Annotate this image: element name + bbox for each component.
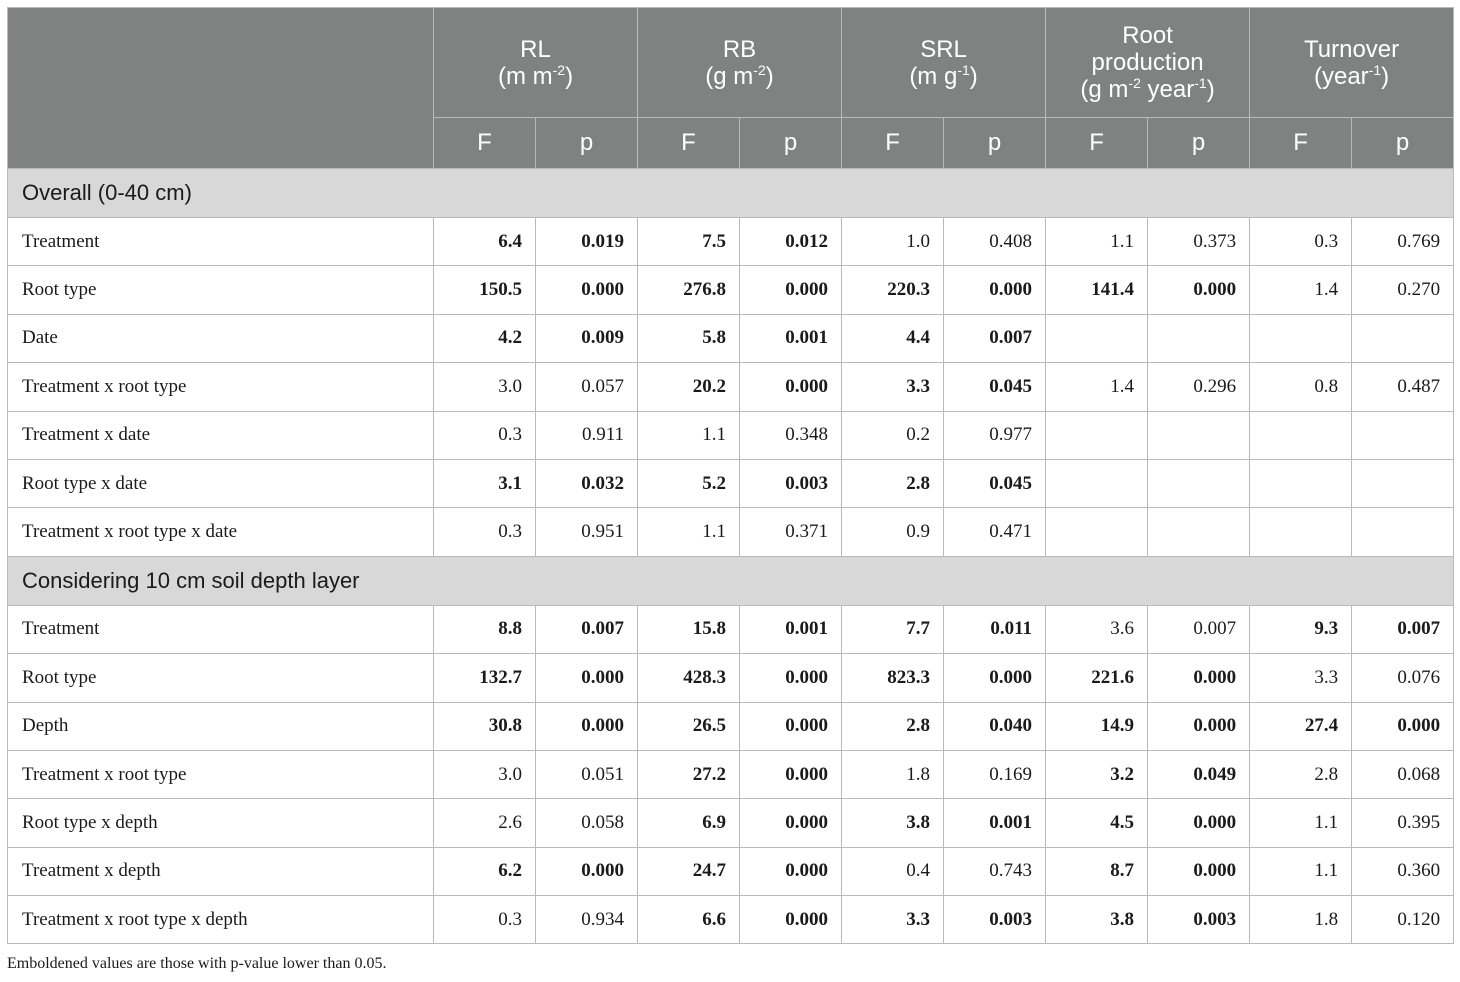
f-value-cell: 823.3 — [842, 654, 944, 702]
p-value-cell — [1148, 314, 1250, 362]
f-value-cell: 3.8 — [842, 799, 944, 847]
f-value-cell: 4.2 — [434, 314, 536, 362]
f-value-cell: 14.9 — [1046, 702, 1148, 750]
section-title: Overall (0-40 cm) — [8, 169, 1454, 218]
p-value-cell: 0.045 — [944, 363, 1046, 411]
p-value-cell: 0.000 — [740, 847, 842, 895]
f-value-cell: 0.3 — [434, 411, 536, 459]
table-row — [8, 363, 1454, 411]
p-value-cell: 0.045 — [944, 459, 1046, 507]
f-value-cell: 1.4 — [1046, 363, 1148, 411]
f-value-cell: 1.8 — [1250, 896, 1352, 944]
f-value-cell: 2.6 — [434, 799, 536, 847]
p-value-cell — [1352, 508, 1454, 556]
f-value-cell: 27.2 — [638, 750, 740, 798]
row-label: Treatment x depth — [8, 847, 434, 895]
p-value-cell: 0.270 — [1352, 266, 1454, 314]
f-value-cell: 0.3 — [434, 508, 536, 556]
p-value-cell: 0.000 — [740, 654, 842, 702]
header-rb — [638, 8, 842, 118]
f-value-cell: 428.3 — [638, 654, 740, 702]
p-value-cell: 0.007 — [944, 314, 1046, 362]
section-row — [8, 169, 1454, 218]
f-value-cell — [1046, 314, 1148, 362]
f-value-cell: 6.9 — [638, 799, 740, 847]
header-root-production-f: F — [1046, 118, 1148, 169]
p-value-cell: 0.003 — [1148, 896, 1250, 944]
f-value-cell: 3.1 — [434, 459, 536, 507]
header-rl-p: p — [536, 118, 638, 169]
p-value-cell: 0.049 — [1148, 750, 1250, 798]
f-value-cell: 1.4 — [1250, 266, 1352, 314]
header-turnover-p: p — [1352, 118, 1454, 169]
p-value-cell: 0.000 — [740, 799, 842, 847]
row-label: Root type x depth — [8, 799, 434, 847]
f-value-cell — [1046, 508, 1148, 556]
header-rl-name: RL — [520, 35, 551, 63]
header-root-production — [1046, 8, 1250, 118]
p-value-cell: 0.000 — [944, 654, 1046, 702]
f-value-cell: 2.8 — [1250, 750, 1352, 798]
p-value-cell: 0.057 — [536, 363, 638, 411]
p-value-cell: 0.007 — [1148, 605, 1250, 653]
f-value-cell: 1.1 — [638, 508, 740, 556]
header-srl — [842, 8, 1046, 118]
p-value-cell: 0.000 — [1148, 654, 1250, 702]
f-value-cell: 0.9 — [842, 508, 944, 556]
p-value-cell: 0.934 — [536, 896, 638, 944]
f-value-cell — [1046, 459, 1148, 507]
p-value-cell: 0.003 — [740, 459, 842, 507]
p-value-cell — [1352, 411, 1454, 459]
header-corner-cell — [8, 8, 434, 169]
row-label: Treatment x root type — [8, 363, 434, 411]
f-value-cell: 8.7 — [1046, 847, 1148, 895]
f-value-cell: 8.8 — [434, 605, 536, 653]
p-value-cell: 0.911 — [536, 411, 638, 459]
p-value-cell: 0.000 — [1352, 702, 1454, 750]
p-value-cell: 0.471 — [944, 508, 1046, 556]
p-value-cell — [1148, 459, 1250, 507]
header-srl-unit: (m $g^{-1}$) — [909, 61, 978, 90]
p-value-cell: 0.348 — [740, 411, 842, 459]
p-value-cell — [1352, 459, 1454, 507]
f-value-cell: 3.3 — [842, 896, 944, 944]
f-value-cell: 0.2 — [842, 411, 944, 459]
table-row — [8, 508, 1454, 556]
p-value-cell: 0.769 — [1352, 218, 1454, 266]
p-value-cell: 0.068 — [1352, 750, 1454, 798]
f-value-cell: 0.3 — [1250, 218, 1352, 266]
p-value-cell: 0.487 — [1352, 363, 1454, 411]
p-value-cell: 0.019 — [536, 218, 638, 266]
p-value-cell: 0.058 — [536, 799, 638, 847]
p-value-cell: 0.000 — [536, 847, 638, 895]
f-value-cell: 7.7 — [842, 605, 944, 653]
p-value-cell — [1352, 314, 1454, 362]
p-value-cell: 0.001 — [944, 799, 1046, 847]
header-rb-f: F — [638, 118, 740, 169]
table-row — [8, 847, 1454, 895]
p-value-cell: 0.051 — [536, 750, 638, 798]
table-footnote: Emboldened values are those with p-value lower than 0.05. — [7, 955, 387, 972]
header-root-production-unit: (g $m^{-2}$ year$^{-1}$) — [1080, 75, 1215, 103]
p-value-cell: 0.000 — [536, 702, 638, 750]
row-label: Treatment — [8, 605, 434, 653]
f-value-cell: 26.5 — [638, 702, 740, 750]
f-value-cell — [1250, 459, 1352, 507]
f-value-cell: 3.0 — [434, 750, 536, 798]
p-value-cell: 0.371 — [740, 508, 842, 556]
f-value-cell: 1.1 — [638, 411, 740, 459]
p-value-cell: 0.040 — [944, 702, 1046, 750]
p-value-cell: 0.001 — [740, 314, 842, 362]
table-row — [8, 266, 1454, 314]
f-value-cell: 276.8 — [638, 266, 740, 314]
f-value-cell: 150.5 — [434, 266, 536, 314]
p-value-cell — [1148, 411, 1250, 459]
table-row — [8, 411, 1454, 459]
f-value-cell: 221.6 — [1046, 654, 1148, 702]
header-rl-unit: (m $m^{-2}$) — [497, 61, 574, 90]
p-value-cell: 0.951 — [536, 508, 638, 556]
f-value-cell: 3.6 — [1046, 605, 1148, 653]
table-row — [8, 896, 1454, 944]
f-value-cell: 6.2 — [434, 847, 536, 895]
p-value-cell: 0.000 — [1148, 702, 1250, 750]
header-rb-name: RB — [722, 35, 757, 63]
header-turnover-f: F — [1250, 118, 1352, 169]
p-value-cell: 0.009 — [536, 314, 638, 362]
table-row — [8, 218, 1454, 266]
section-row — [8, 556, 1454, 605]
f-value-cell: 3.3 — [842, 363, 944, 411]
header-root-production-name-1: Root — [1122, 22, 1173, 49]
header-rb-p: p — [740, 118, 842, 169]
header-turnover-name: Turnover — [1303, 35, 1400, 63]
f-value-cell: 9.3 — [1250, 605, 1352, 653]
table-row — [8, 459, 1454, 507]
f-value-cell: 15.8 — [638, 605, 740, 653]
f-value-cell — [1046, 411, 1148, 459]
table-row — [8, 799, 1454, 847]
f-value-cell: 3.3 — [1250, 654, 1352, 702]
anova-results-table — [7, 7, 1454, 944]
f-value-cell: 1.1 — [1250, 847, 1352, 895]
f-value-cell: 20.2 — [638, 363, 740, 411]
table-row — [8, 605, 1454, 653]
table-body — [8, 169, 1454, 944]
p-value-cell: 0.000 — [740, 702, 842, 750]
p-value-cell: 0.000 — [1148, 799, 1250, 847]
f-value-cell: 3.2 — [1046, 750, 1148, 798]
row-label: Date — [8, 314, 434, 362]
f-value-cell: 2.8 — [842, 702, 944, 750]
p-value-cell: 0.012 — [740, 218, 842, 266]
row-label: Depth — [8, 702, 434, 750]
p-value-cell: 0.007 — [536, 605, 638, 653]
p-value-cell: 0.296 — [1148, 363, 1250, 411]
row-label: Treatment x root type x depth — [8, 896, 434, 944]
header-srl-name: SRL — [920, 35, 967, 63]
f-value-cell: 1.1 — [1046, 218, 1148, 266]
p-value-cell: 0.000 — [536, 654, 638, 702]
p-value-cell: 0.000 — [740, 896, 842, 944]
f-value-cell: 6.4 — [434, 218, 536, 266]
header-row-metrics — [8, 8, 1454, 118]
p-value-cell: 0.000 — [1148, 266, 1250, 314]
f-value-cell: 0.4 — [842, 847, 944, 895]
header-srl-f: F — [842, 118, 944, 169]
header-rl-f: F — [434, 118, 536, 169]
p-value-cell: 0.076 — [1352, 654, 1454, 702]
header-root-production-name-2: production — [1091, 49, 1204, 76]
header-rb-unit: (g $m^{-2}$) — [705, 61, 774, 90]
f-value-cell — [1250, 508, 1352, 556]
f-value-cell: 4.5 — [1046, 799, 1148, 847]
table-row — [8, 654, 1454, 702]
f-value-cell: 132.7 — [434, 654, 536, 702]
f-value-cell: 4.4 — [842, 314, 944, 362]
p-value-cell: 0.011 — [944, 605, 1046, 653]
table-header — [8, 8, 1454, 169]
f-value-cell: 0.8 — [1250, 363, 1352, 411]
f-value-cell: 1.0 — [842, 218, 944, 266]
p-value-cell: 0.000 — [944, 266, 1046, 314]
f-value-cell: 30.8 — [434, 702, 536, 750]
f-value-cell: 5.8 — [638, 314, 740, 362]
f-value-cell: 5.2 — [638, 459, 740, 507]
row-label: Root type x date — [8, 459, 434, 507]
p-value-cell: 0.000 — [740, 750, 842, 798]
f-value-cell: 1.1 — [1250, 799, 1352, 847]
p-value-cell: 0.000 — [536, 266, 638, 314]
p-value-cell: 0.169 — [944, 750, 1046, 798]
f-value-cell: 27.4 — [1250, 702, 1352, 750]
f-value-cell: 6.6 — [638, 896, 740, 944]
row-label: Treatment x date — [8, 411, 434, 459]
f-value-cell — [1250, 314, 1352, 362]
p-value-cell: 0.743 — [944, 847, 1046, 895]
row-label: Treatment x root type — [8, 750, 434, 798]
row-label: Treatment x root type x date — [8, 508, 434, 556]
p-value-cell: 0.373 — [1148, 218, 1250, 266]
section-title: Considering 10 cm soil depth layer — [8, 556, 1454, 605]
p-value-cell: 0.120 — [1352, 896, 1454, 944]
f-value-cell: 2.8 — [842, 459, 944, 507]
p-value-cell: 0.007 — [1352, 605, 1454, 653]
row-label: Root type — [8, 266, 434, 314]
f-value-cell: 24.7 — [638, 847, 740, 895]
p-value-cell: 0.003 — [944, 896, 1046, 944]
table-row — [8, 750, 1454, 798]
header-rl — [434, 8, 638, 118]
p-value-cell — [1148, 508, 1250, 556]
header-root-production-p: p — [1148, 118, 1250, 169]
f-value-cell: 1.8 — [842, 750, 944, 798]
p-value-cell: 0.395 — [1352, 799, 1454, 847]
row-label: Treatment — [8, 218, 434, 266]
f-value-cell: 141.4 — [1046, 266, 1148, 314]
f-value-cell: 220.3 — [842, 266, 944, 314]
p-value-cell: 0.000 — [740, 363, 842, 411]
header-turnover-unit: (year$^{-1}$) — [1313, 61, 1390, 90]
f-value-cell: 7.5 — [638, 218, 740, 266]
f-value-cell: 0.3 — [434, 896, 536, 944]
p-value-cell: 0.001 — [740, 605, 842, 653]
p-value-cell: 0.000 — [740, 266, 842, 314]
f-value-cell: 3.8 — [1046, 896, 1148, 944]
header-srl-p: p — [944, 118, 1046, 169]
f-value-cell: 3.0 — [434, 363, 536, 411]
p-value-cell: 0.000 — [1148, 847, 1250, 895]
f-value-cell — [1250, 411, 1352, 459]
table-row — [8, 702, 1454, 750]
p-value-cell: 0.360 — [1352, 847, 1454, 895]
p-value-cell: 0.977 — [944, 411, 1046, 459]
header-turnover — [1250, 8, 1454, 118]
p-value-cell: 0.408 — [944, 218, 1046, 266]
table-row — [8, 314, 1454, 362]
p-value-cell: 0.032 — [536, 459, 638, 507]
row-label: Root type — [8, 654, 434, 702]
